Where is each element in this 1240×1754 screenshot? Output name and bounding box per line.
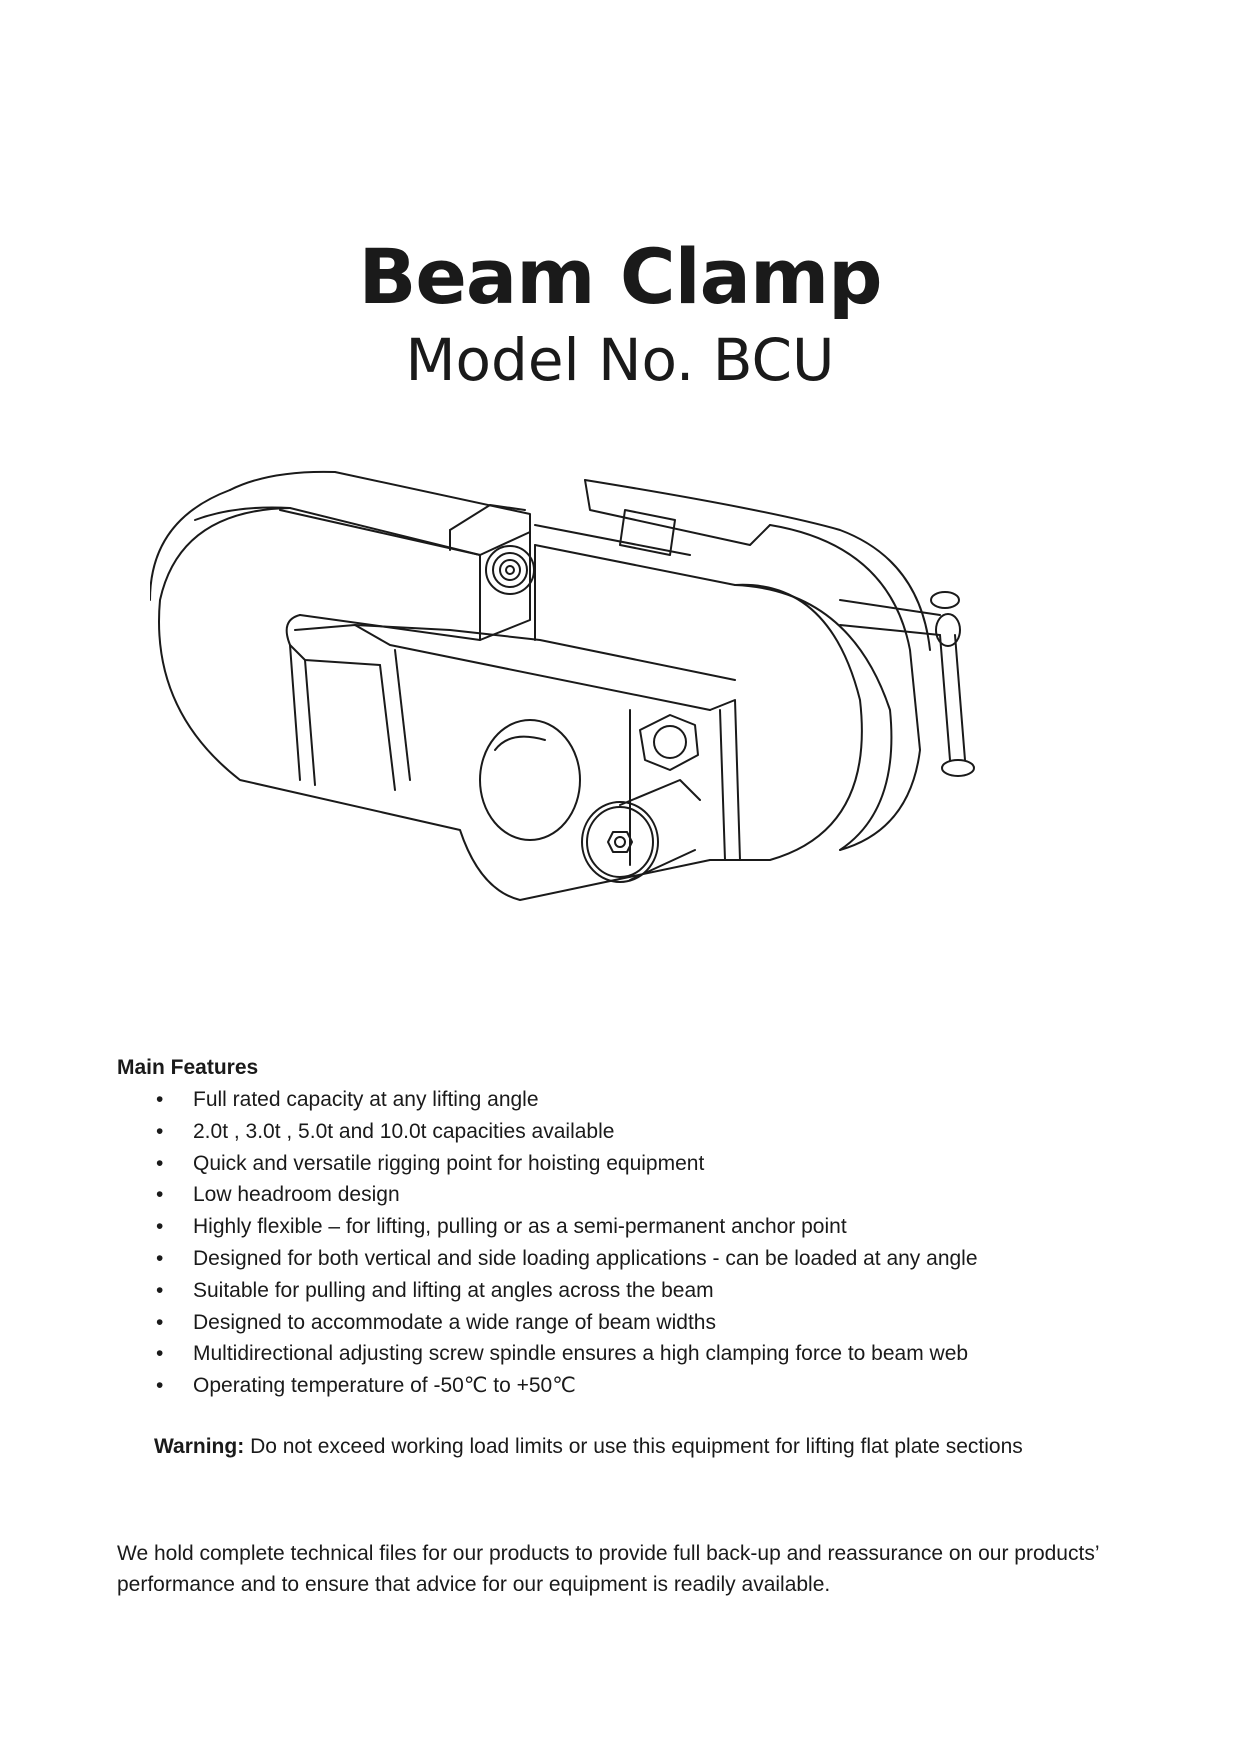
warning-text: Do not exceed working load limits or use this equipment for lifting flat plate sections — [250, 1435, 1023, 1458]
bullet: • — [156, 1342, 164, 1366]
features-list — [140, 1084, 978, 1402]
feature-text: Designed for both vertical and side loading applications - can be loaded at any angle — [193, 1246, 978, 1270]
feature-text: Operating temperature of -50℃ to +50℃ — [193, 1374, 576, 1398]
bullet: • — [156, 1151, 164, 1175]
feature-text: 2.0t , 3.0t , 5.0t and 10.0t capacities available — [193, 1119, 615, 1143]
list-item — [140, 1148, 978, 1180]
page-title: Beam Clamp — [358, 232, 882, 321]
bullet: • — [156, 1374, 164, 1398]
beam-clamp-icon — [150, 450, 1090, 1020]
beam-clamp-illustration — [150, 450, 1090, 1020]
bullet: • — [156, 1278, 164, 1302]
warning-note — [154, 1432, 1023, 1462]
list-item — [140, 1370, 978, 1402]
feature-text: Full rated capacity at any lifting angle — [193, 1088, 539, 1111]
model-number: Model No. BCU — [405, 326, 835, 394]
list-item — [140, 1307, 978, 1339]
feature-text: Quick and versatile rigging point for hoisting equipment — [193, 1151, 705, 1175]
feature-text: Low headroom design — [193, 1183, 400, 1207]
list-item — [140, 1211, 978, 1243]
feature-text: Suitable for pulling and lifting at angles across the beam — [193, 1278, 714, 1302]
feature-text: Multidirectional adjusting screw spindle ensures a high clamping force to beam web — [193, 1342, 969, 1366]
warning-label: Warning: — [154, 1435, 245, 1458]
feature-text: Designed to accommodate a wide range of beam widths — [193, 1310, 716, 1334]
list-item — [140, 1243, 978, 1275]
list-item — [140, 1179, 978, 1211]
bullet: • — [156, 1246, 164, 1270]
features-heading: Main Features — [117, 1056, 259, 1079]
list-item — [140, 1338, 978, 1370]
bullet: • — [156, 1183, 164, 1207]
bullet: • — [156, 1310, 164, 1334]
bullet: • — [156, 1119, 164, 1143]
list-item — [140, 1116, 978, 1148]
list-item — [140, 1275, 978, 1307]
bullet: • — [156, 1088, 164, 1111]
closing-paragraph: We hold complete technical files for our products to provide full back-up and reassurance on our products’ performance and to ensure that advice for our equipment is readily available. — [117, 1542, 1099, 1596]
list-item — [140, 1084, 978, 1116]
bullet: • — [156, 1215, 164, 1239]
feature-text: Highly flexible – for lifting, pulling or as a semi-permanent anchor point — [193, 1215, 847, 1239]
